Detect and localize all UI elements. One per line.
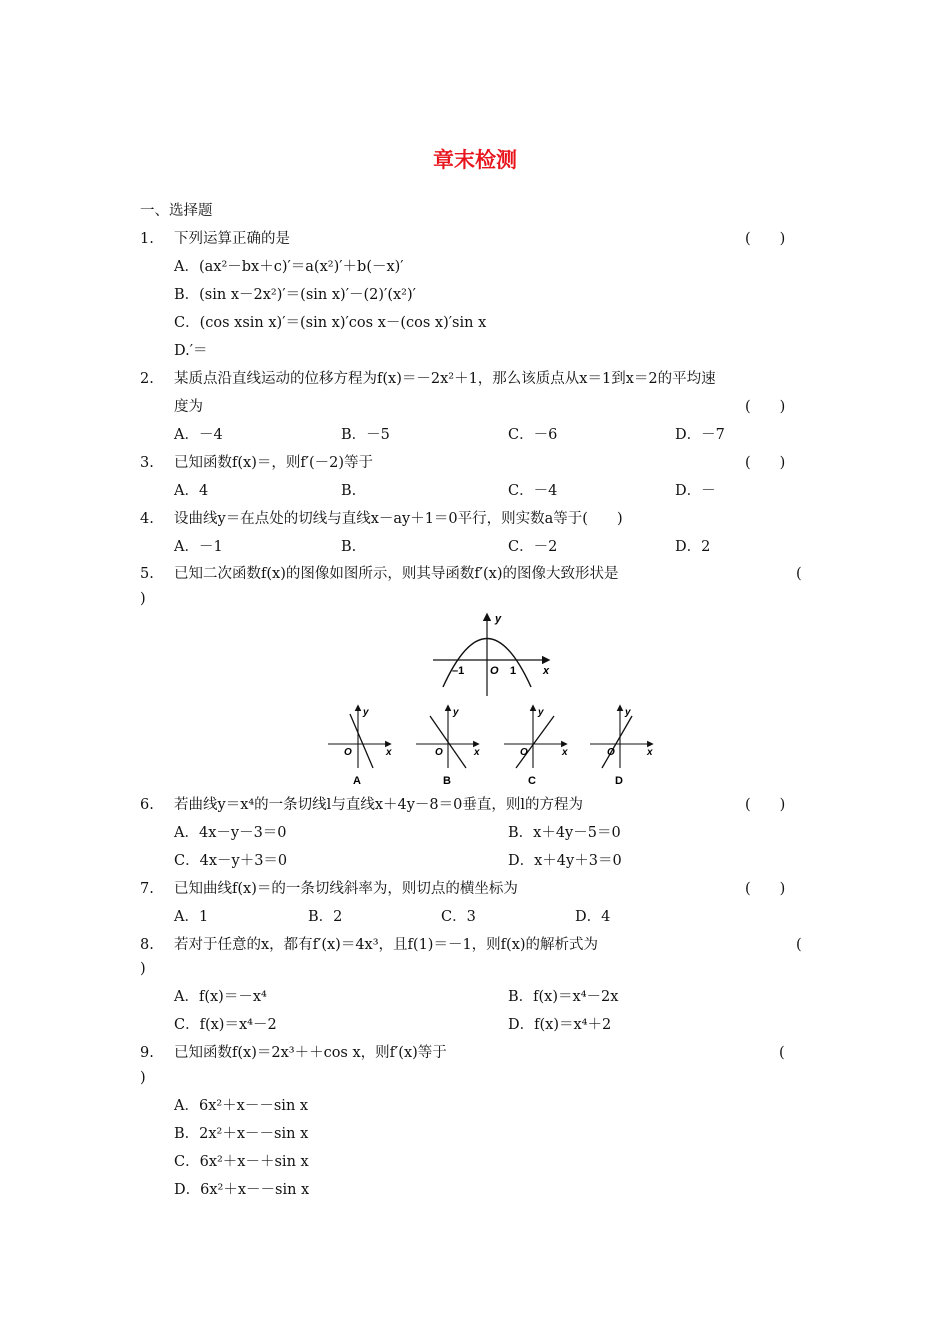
q3-number: 3. (140, 455, 154, 471)
option-d-line (602, 716, 632, 768)
q3-stem: 已知函数f(x)＝，则f′(－2)等于 (174, 455, 374, 471)
q5-stem: 已知二次函数f(x)的图像如图所示，则其导函数f′(x)的图像大致形状是 (174, 566, 619, 582)
q9-option-d: D．6x²＋x－－sin x (174, 1182, 310, 1198)
option-a-graph (328, 706, 392, 787)
q9-option-a: A．6x²＋x－－sin x (174, 1098, 309, 1114)
option-a-x-label: x (386, 747, 392, 758)
q7-stem: 已知曲线f(x)＝的一条切线斜率为，则切点的横坐标为 (174, 881, 518, 897)
option-b-label: B (443, 775, 451, 787)
q5-paren-right: ) (140, 591, 146, 607)
q1-option-d: D.′＝ (174, 343, 208, 359)
q2-option-d: D．－7 (675, 427, 725, 443)
option-b-origin: O (435, 747, 443, 758)
q7-option-a: A．1 (174, 909, 209, 925)
y-label: y (495, 613, 502, 625)
option-c-graph (504, 706, 568, 787)
q8-option-c: C．f(x)＝x⁴－2 (174, 1017, 277, 1033)
q3-option-c: C．－4 (508, 483, 558, 499)
page-title: 章末检测 (433, 148, 517, 172)
q1-number: 1. (140, 231, 154, 247)
q6-option-d: D．x＋4y＋3＝0 (508, 853, 622, 869)
q9-paren-left: ( (779, 1045, 785, 1061)
q8-option-d: D．f(x)＝x⁴＋2 (508, 1017, 612, 1033)
q7-answer-paren: ( ) (745, 881, 786, 897)
option-a-label: A (353, 775, 361, 787)
q4-option-d: D．2 (675, 539, 711, 555)
x-label: x (543, 665, 550, 677)
section-heading: 一、选择题 (140, 203, 213, 219)
option-d-x-label: x (647, 747, 653, 758)
option-a-y-label: y (363, 707, 369, 718)
q7-option-c: C．3 (441, 909, 476, 925)
q6-option-c: C．4x－y＋3＝0 (174, 853, 288, 869)
option-c-line (516, 716, 554, 768)
q2-stem: 某质点沿直线运动的位移方程为f(x)＝－2x²＋1，那么该质点从x＝1到x＝2的平均速 (174, 371, 716, 387)
q9-paren-right: ) (140, 1070, 146, 1086)
q2-number: 2. (140, 371, 154, 387)
q1-option-a: A．(ax²－bx＋c)′＝a(x²)′＋b(－x)′ (174, 259, 404, 275)
option-a-line (350, 714, 373, 768)
option-c-y-label: y (538, 707, 544, 718)
q4-option-c: C．－2 (508, 539, 558, 555)
q6-answer-paren: ( ) (745, 797, 786, 813)
option-d-graph (590, 706, 653, 787)
q5-number: 5. (140, 566, 154, 582)
q7-number: 7. (140, 881, 154, 897)
q3-answer-paren: ( ) (745, 455, 786, 471)
q2-option-c: C．－6 (508, 427, 558, 443)
q1-option-c: C．(cos xsin x)′＝(sin x)′cos x－(cos x)′sin x (174, 315, 487, 331)
q8-stem: 若对于任意的x，都有f′(x)＝4x³，且f(1)＝－1，则f(x)的解析式为 (174, 937, 599, 953)
q2-answer-paren: ( ) (745, 399, 786, 415)
q3-option-d: D．－ (675, 483, 716, 499)
q1-answer-paren: ( ) (745, 231, 786, 247)
neg-one-label: –1 (452, 665, 465, 677)
q4-stem: 设曲线y＝在点处的切线与直线x－ay＋1＝0平行，则实数a等于( ) (174, 511, 623, 527)
option-d-origin: O (607, 747, 615, 758)
q3-option-b: B. (341, 483, 357, 499)
option-c-label: C (528, 775, 536, 787)
q4-number: 4. (140, 511, 154, 527)
option-d-label: D (615, 775, 623, 787)
q8-paren-right: ) (140, 961, 146, 977)
q8-paren-left: ( (796, 937, 802, 953)
q4-option-a: A．－1 (174, 539, 223, 555)
q1-stem: 下列运算正确的是 (174, 231, 290, 247)
parabola-figure (425, 608, 560, 703)
derivative-option-graphs (320, 702, 660, 788)
q6-number: 6. (140, 797, 154, 813)
q6-stem: 若曲线y＝x⁴的一条切线l与直线x＋4y－8＝0垂直，则l的方程为 (174, 797, 583, 813)
q9-number: 9. (140, 1045, 154, 1061)
q9-option-c: C．6x²＋x－＋sin x (174, 1154, 309, 1170)
origin-label: O (490, 665, 499, 677)
q7-option-d: D．4 (575, 909, 611, 925)
q8-option-b: B．f(x)＝x⁴－2x (508, 989, 619, 1005)
option-c-x-label: x (562, 747, 568, 758)
option-d-y-label: y (625, 707, 631, 718)
option-b-x-label: x (474, 747, 480, 758)
q1-option-b: B．(sin x－2x²)′＝(sin x)′－(2)′(x²)′ (174, 287, 416, 303)
option-c-origin: O (520, 747, 528, 758)
q2-option-a: A．－4 (174, 427, 223, 443)
option-a-origin: O (344, 747, 352, 758)
q8-number: 8. (140, 937, 154, 953)
option-b-graph (416, 706, 480, 787)
q6-option-b: B．x＋4y－5＝0 (508, 825, 621, 841)
q2-stem-continued: 度为 (174, 399, 203, 415)
q5-paren-left: ( (796, 566, 802, 582)
q9-option-b: B．2x²＋x－－sin x (174, 1126, 309, 1142)
q7-option-b: B．2 (308, 909, 343, 925)
q2-option-b: B．－5 (341, 427, 390, 443)
one-label: 1 (510, 665, 517, 677)
q9-stem: 已知函数f(x)＝2x³＋＋cos x，则f′(x)等于 (174, 1045, 447, 1061)
q8-option-a: A．f(x)＝－x⁴ (174, 989, 267, 1005)
option-b-y-label: y (453, 707, 459, 718)
q4-option-b: B. (341, 539, 357, 555)
q3-option-a: A．4 (174, 483, 209, 499)
q6-option-a: A．4x－y－3＝0 (174, 825, 287, 841)
